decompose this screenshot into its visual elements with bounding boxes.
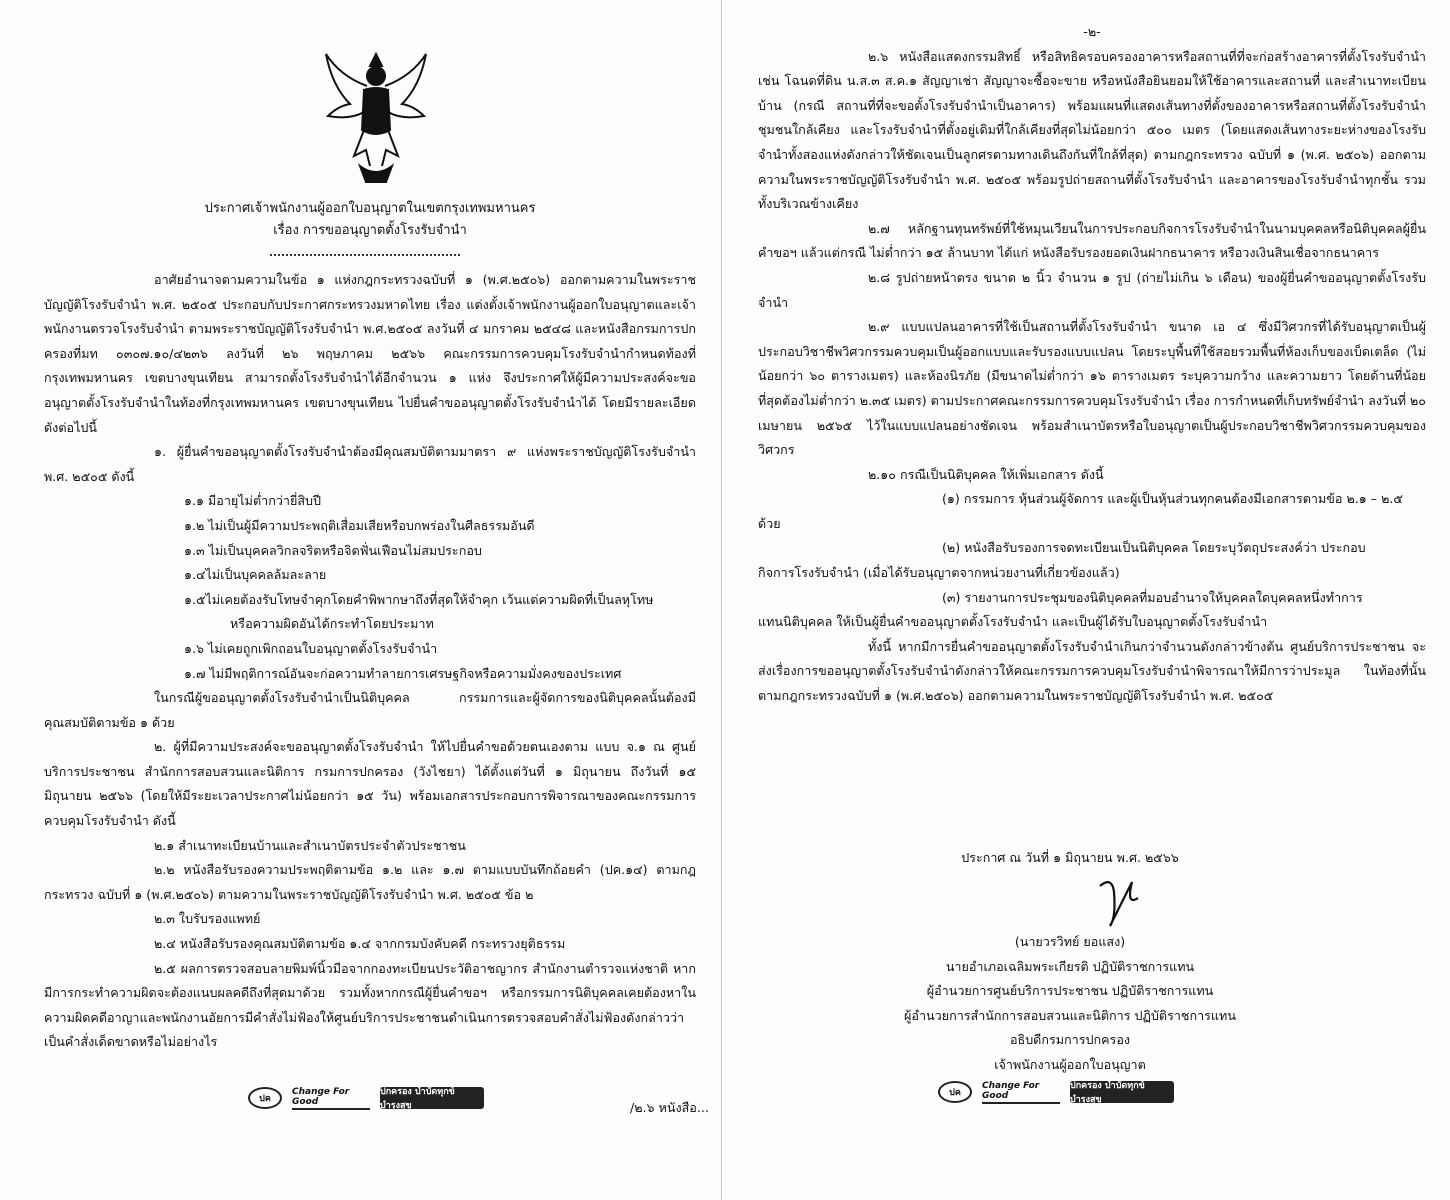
motto-banner-logo-icon: ปกครอง บำบัดทุกข์ บำรุงสุข xyxy=(380,1087,484,1109)
page-1-body xyxy=(44,268,696,1055)
signatory-title: นายอำเภอเฉลิมพระเกียรติ ปฏิบัติราชการแทน xyxy=(945,958,1195,974)
motto-banner-logo-icon: ปกครอง บำบัดทุกข์ บำรุงสุข xyxy=(1070,1081,1174,1103)
paragraph: ๑.๖ ไม่เคยถูกเพิกถอนใบอนุญาตตั้งโรงรับจำนำ xyxy=(184,640,438,656)
paragraph: ในกรณีผู้ขออนุญาตตั้งโรงรับจำนำเป็นนิติบุคคล กรรมการและผู้จัดการของนิติบุคคลนั้นต้องมีคุณสมบัติตามข้อ ๑ ด้วย xyxy=(44,690,696,730)
paragraph: ทั้งนี้ หากมีการยื่นคำขออนุญาตตั้งโรงรับจำนำเกินกว่าจำนวนดังกล่าวข้างต้น ศูนย์บริการประชาชน จะส่งเรื่องการขออนุญาตตั้งโรงรับจำนำดังกล่าวให้คณะกรรมการควบคุมโรงรับจำนำพิจารณาให้มีการว่าประมูล ในท้องที่นั้นตามกฎกระทรวงฉบับที่ ๑ (พ.ศ.๒๕๐๖) ออกตามความในพระราชบัญญัติโรงรับจำนำ พ.ศ. ๒๕๐๕ xyxy=(758,638,1426,704)
paragraph: ๑.๓ ไม่เป็นบุคคลวิกลจริตหรือจิตฟั่นเฟือนไม่สมประกอบ xyxy=(184,542,482,558)
paragraph: กิจการโรงรับจำนำ (เมื่อได้รับอนุญาตจากหน่วยงานที่เกี่ยวข้องแล้ว) xyxy=(758,565,1120,581)
signatory-block xyxy=(800,930,1340,1078)
paragraph: ๒.๑๐ กรณีเป็นนิติบุคคล ให้เพิ่มเอกสาร ดังนี้ xyxy=(868,466,1104,482)
dopa-logo-icon: ปค xyxy=(938,1081,972,1103)
paragraph: ๑.๒ ไม่เป็นผู้มีความประพฤติเสื่อมเสียหรือบกพร่องในศีลธรรมอันดี xyxy=(184,517,535,533)
paragraph: ๑.๔ไม่เป็นบุคคลล้มละลาย xyxy=(184,567,327,583)
paragraph: แทนนิติบุคคล ให้เป็นผู้ยื่นคำขออนุญาตตั้งโรงรับจำนำ และเป็นผู้ได้รับใบอนุญาตตั้งโรงรับจำนำ xyxy=(758,614,1268,630)
paragraph: ๑. ผู้ยื่นคำขออนุญาตตั้งโรงรับจำนำต้องมีคุณสมบัติตามมาตรา ๙ แห่งพระราชบัญญัติโรงรับจำนำ พ.ศ. ๒๕๐๕ ดังนี้ xyxy=(44,444,696,484)
paragraph: ๒.๕ ผลการตรวจสอบลายพิมพ์นิ้วมือจากกองทะเบียนประวัติอาชญากร สำนักงานตำรวจแห่งชาติ หากมีการกระทำความผิดจะต้องแนบผลคดีถึงที่สุดมาด้วย รวมทั้งหากกรณีผู้ยื่นคำขอฯ หรือกรรมการนิติบุคคลเคยต้องหาในความผิดคดีอาญาและพนักงานอัยการมีคำสั่งไม่ฟ้องให้ศูนย์บริการประชาชนดำเนินการตรวจสอบคำสั่งไม่ฟ้องดังกล่าวว่าเป็นคำสั่งเด็ดขาดหรือไม่อย่างไร xyxy=(44,960,696,1050)
paragraph: หรือความผิดอันได้กระทำโดยประมาท xyxy=(230,616,434,632)
paragraph: (๒) หนังสือรับรองการจดทะเบียนเป็นนิติบุคคล โดยระบุวัตถุประสงค์ว่า ประกอบ xyxy=(942,540,1366,556)
page-1-footer-logos xyxy=(248,1086,484,1110)
paragraph: ๒.๘ รูปถ่ายหน้าตรง ขนาด ๒ นิ้ว จำนวน ๑ รูป (ถ่ายไม่เกิน ๖ เดือน) ของผู้ยื่นคำขออนุญาตตั้งโรงรับจำนำ xyxy=(758,269,1426,310)
paragraph: (๓) รายงานการประชุมของนิติบุคคลที่มอบอำนาจให้บุคคลใดบุคคลหนึ่งทำการ xyxy=(942,589,1363,605)
paragraph: ๒.๒ หนังสือรับรองความประพฤติตามข้อ ๑.๒ และ ๑.๗ ตามแบบบันทึกถ้อยคำ (ปค.๑๔) ตามกฎกระทรวง ฉบับที่ ๑ (พ.ศ.๒๕๐๖) ตามความในพระราชบัญญัติโรงรับจำนำ พ.ศ. ๒๕๐๕ ข้อ ๒ xyxy=(44,862,696,902)
paragraph: ๒.๖ หนังสือแสดงกรรมสิทธิ์ หรือสิทธิครอบครองอาคารหรือสถานที่ที่จะก่อสร้างอาคารที่ตั้งโรงรับจำนำ เช่น โฉนดที่ดิน น.ส.๓ ส.ค.๑ สัญญาเช่า สัญญาจะซื้อจะขาย หรือหนังสือยินยอมให้ใช้อาคารและสถานที่ และสำเนาทะเบียนบ้าน (กรณี สถานที่ที่จะขอตั้งโรงรับจำนำเป็นอาคาร) พร้อมแผนที่แสดงเส้นทางที่ตั้งของอาคารหรือสถานที่ตั้งโรงรับจำนำ ชุมชนใกล้เคียง และโรงรับจำนำที่ตั้งอยู่เดิมที่ใกล้เคียงที่สุดไม่น้อยกว่า ๕๐๐ เมตร (โดยแสดงเส้นทางระยะห่างของโรงรับจำนำทั้งสองแห่งดังกล่าวให้ชัดเจนเป็นลูกศรตามทางเดินถึงกันที่ใกล้ที่สุด) ตามกฎกระทรวง ฉบับที่ ๑ (พ.ศ. ๒๕๐๖) ออกตามความในพระราชบัญญัติโรงรับจำนำ พ.ศ. ๒๕๐๕ พร้อมรูปถ่ายสถานที่ตั้งโรงรับจำนำ และอาคารของโรงรับจำนำทุกชั้น รวมทั้งบริเวณข้างเคียง xyxy=(758,48,1426,212)
change-for-good-logo-icon: Change For Good xyxy=(292,1086,370,1110)
title-divider xyxy=(270,254,460,256)
announcement-title: ประกาศเจ้าพนักงานผู้ออกใบอนุญาตในเขตกรุงเทพมหานคร xyxy=(204,201,536,216)
paragraph: ๒.๔ หนังสือรับรองคุณสมบัติตามข้อ ๑.๔ จากกรมบังคับคดี กระทรวงยุติธรรม xyxy=(154,936,566,952)
paragraph: ๒.๗ หลักฐานทุนทรัพย์ที่ใช้หมุนเวียนในการประกอบกิจการโรงรับจำนำในนามบุคคลหรือนิติบุคคลผู้ยื่นคำขอฯ แล้วแต่กรณี ไม่ต่ำกว่า ๑๕ ล้านบาท ได้แก่ หนังสือรับรองยอดเงินฝากธนาคาร หรือวงเงินสินเชื่อจากธนาคาร xyxy=(758,220,1426,261)
page-2-body xyxy=(758,20,1426,709)
garuda-emblem-icon xyxy=(320,46,432,186)
signatory-title: อธิบดีกรมการปกครอง xyxy=(1009,1032,1131,1048)
announce-date: ประกาศ ณ วันที่ ๑ มิถุนายน พ.ศ. ๒๕๖๖ xyxy=(961,850,1179,865)
dopa-logo-icon: ปค xyxy=(248,1087,282,1109)
page-2-footer-logos xyxy=(938,1080,1174,1104)
signatory-title: เจ้าพนักงานผู้ออกใบอนุญาต xyxy=(994,1056,1146,1072)
paragraph: ๒.๓ ใบรับรองแพทย์ xyxy=(154,911,261,927)
signatory-title: ผู้อำนวยการสำนักการสอบสวนและนิติการ ปฏิบัติราชการแทน xyxy=(904,1007,1236,1023)
paragraph: ๒. ผู้ที่มีความประสงค์จะขออนุญาตตั้งโรงรับจำนำ ให้ไปยื่นคำขอด้วยตนเองตาม แบบ จ.๑ ณ ศูนย์บริการประชาชน สำนักการสอบสวนและนิติการ กรมการปกครอง (วังไชยา) ได้ตั้งแต่วันที่ ๑ มิถุนายน ถึงวันที่ ๑๕ มิถุนายน ๒๕๖๖ (โดยให้มีระยะเวลาประกาศไม่น้อยกว่า ๑๕ วัน) พร้อมเอกสารประกอบการพิจารณาของคณะกรรมการควบคุมโรงรับจำนำ ดังนี้ xyxy=(44,739,696,829)
paragraph: (๑) กรรมการ หุ้นส่วนผู้จัดการ และผู้เป็นหุ้นส่วนทุกคนต้องมีเอกสารตามข้อ ๒.๑ – ๒.๕ xyxy=(942,491,1403,507)
paragraph: อาศัยอำนาจตามความในข้อ ๑ แห่งกฎกระทรวงฉบับที่ ๑ (พ.ศ.๒๕๐๖) ออกตามความในพระราชบัญญัติโรงรับจำนำ พ.ศ. ๒๕๐๕ ประกอบกับประกาศกระทรวงมหาดไทย เรื่อง แต่งตั้งเจ้าพนักงานผู้ออกใบอนุญาตและเจ้าพนักงานตรวจโรงรับจำนำ ตามพระราชบัญญัติโรงรับจำนำ พ.ศ.๒๕๐๕ ลงวันที่ ๔ มกราคม ๒๕๔๘ และหนังสือกรมการปกครองที่มท ๐๓๐๗.๑๐/๔๒๓๖ ลงวันที่ ๒๖ พฤษภาคม ๒๕๖๖ คณะกรรมการควบคุมโรงรับจำนำกำหนดท้องที่กรุงเทพมหานคร เขตบางขุนเทียน สามารถตั้งโรงรับจำนำได้อีกจำนวน ๑ แห่ง จึงประกาศให้ผู้มีความประสงค์จะขออนุญาตตั้งโรงรับจำนำในท้องที่กรุงเทพมหานคร เขตบางขุนเทียน ไปยื่นคำขออนุญาตตั้งโรงรับจำนำได้ โดยมีรายละเอียดดังต่อไปนี้ xyxy=(44,272,696,435)
change-for-good-logo-icon: Change For Good xyxy=(982,1080,1060,1104)
signature-icon xyxy=(1092,872,1142,930)
signatory-title: ผู้อำนวยการศูนย์บริการประชาชน ปฏิบัติราชการแทน xyxy=(926,983,1214,999)
paragraph: ๑.๕ไม่เคยต้องรับโทษจำคุกโดยคำพิพากษาถึงที่สุดให้จำคุก เว้นแต่ความผิดที่เป็นลหุโทษ xyxy=(184,591,654,607)
announcement-subject: เรื่อง การขออนุญาตตั้งโรงรับจำนำ xyxy=(273,223,467,238)
paragraph: ๒.๙ แบบแปลนอาคารที่ใช้เป็นสถานที่ตั้งโรงรับจำนำ ขนาด เอ ๔ ซึ่งมีวิศวกรที่ได้รับอนุญาตเป็นผู้ประกอบวิชาชีพวิศวกรรมควบคุมเป็นผู้ออกแบบและรับรองแบบแปลน โดยระบุพื้นที่ใช้สอยรวมพื้นที่ห้องเก็บของเบ็ดเตล็ด (ไม่น้อยกว่า ๖๐ ตารางเมตร) และห้องนิรภัย (มีขนาดไม่ต่ำกว่า ๑๖ ตารางเมตร ระบุความกว้าง และความยาว โดยด้านที่น้อยที่สุดต้องไม่ต่ำกว่า ๒.๓๕ เมตร) ตามประกาศคณะกรรมการควบคุมโรงรับจำนำ เรื่อง การกำหนดที่เก็บทรัพย์จำนำ ลงวันที่ ๒๐ เมษายน ๒๕๖๕ ไว้ในแบบแปลนอย่างชัดเจน พร้อมสำเนาบัตรหรือใบอนุญาตเป็นผู้ประกอบวิชาชีพวิศวกรรมควบคุมของวิศวกร xyxy=(758,319,1426,458)
page-number: -๒- xyxy=(1083,24,1101,39)
next-page-reference: /๒.๖ หนังสือ... xyxy=(630,1100,709,1115)
paragraph: ๑.๗ ไม่มีพฤติการณ์อันจะก่อความทำลายการเศรษฐกิจหรือความมั่งคงของประเทศ xyxy=(184,665,622,681)
paragraph: ๒.๑ สำเนาทะเบียนบ้านและสำเนาบัตรประจำตัวประชาชน xyxy=(154,837,466,853)
paragraph: ๑.๑ มีอายุไม่ต่ำกว่ายี่สิบปี xyxy=(184,493,322,509)
signer-name: (นายวรวิทย์ ยอแสง) xyxy=(1014,934,1126,949)
paragraph: ด้วย xyxy=(758,515,781,531)
